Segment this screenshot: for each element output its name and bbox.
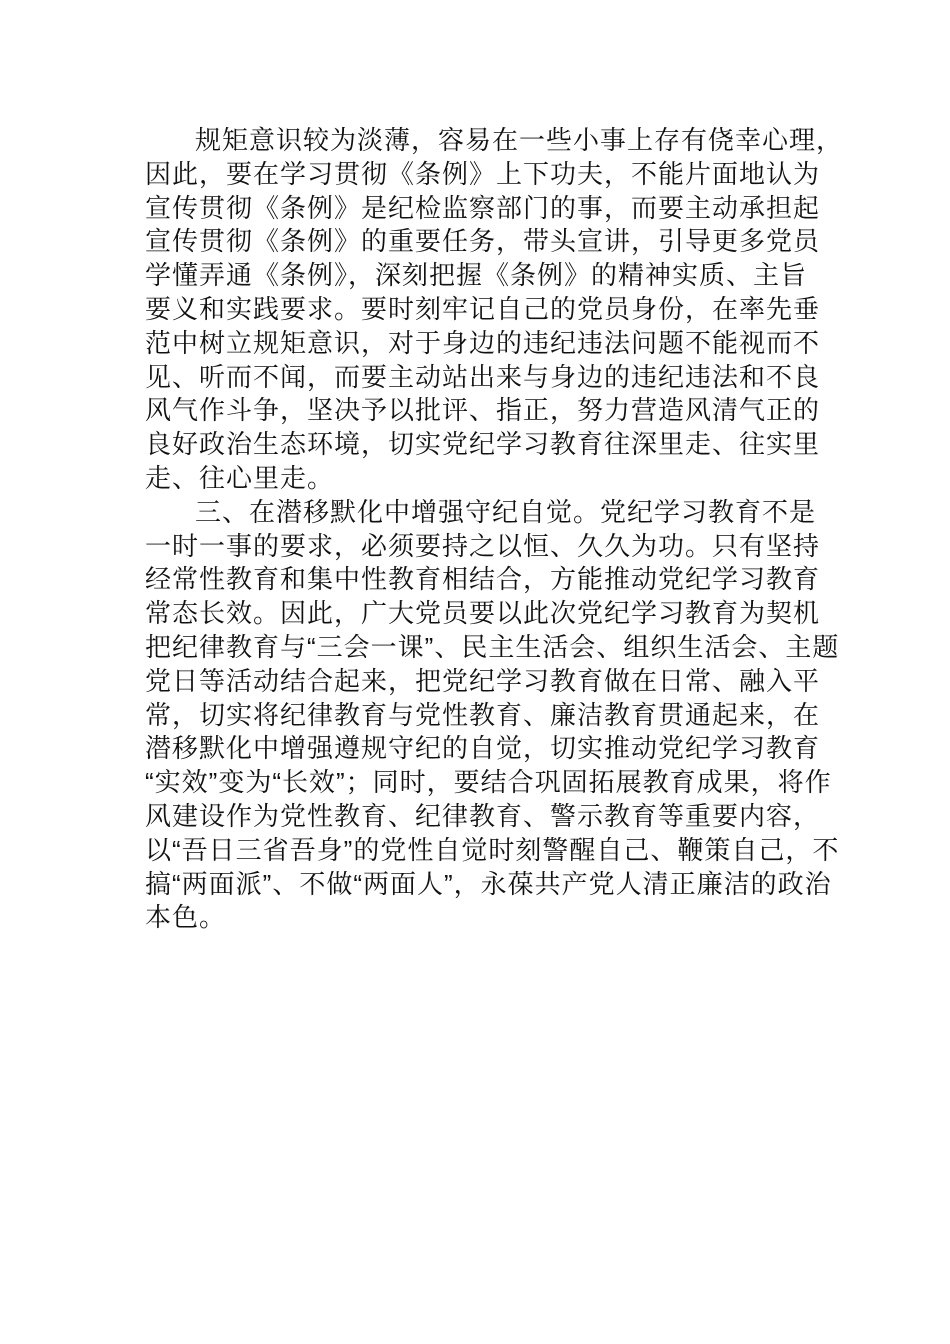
text-line: 本色。 [145,902,227,933]
text-line: 见、听而不闻，而要主动站出来与身边的违纪违法和不良 [145,361,821,392]
text-line: 一时一事的要求，必须要持之以恒、久久为功。只有坚持 [145,530,821,561]
text-line: 经常性教育和集中性教育相结合，方能推动党纪学习教育 [145,564,821,595]
text-line: 风气作斗争，坚决予以批评、指正，努力营造风清气正的 [145,395,821,426]
text-line: 宣传贯彻《条例》的重要任务，带头宣讲，引导更多党员 [145,226,821,257]
text-line: 范中树立规矩意识，对于身边的违纪违法问题不能视而不 [145,327,821,358]
text-line: 搞“两面派”、不做“两面人”，永葆共产党人清正廉洁的政治 [145,868,832,899]
text-line: 走、往心里走。 [145,463,335,493]
text-line: 规矩意识较为淡薄，容易在一些小事上存有侥幸心理， [195,125,844,155]
text-line: 潜移默化中增强遵规守纪的自觉，切实推动党纪学习教育 [145,733,821,764]
text-line: 因此，要在学习贯彻《条例》上下功夫，不能片面地认为 [145,158,821,189]
text-line: 宣传贯彻《条例》是纪检监察部门的事，而要主动承担起 [145,192,821,223]
text-line: “实效”变为“长效”；同时，要结合巩固拓展教育成果，将作 [145,767,832,798]
text-line: 良好政治生态环境，切实党纪学习教育往深里走、往实里 [145,429,821,460]
text-line: 风建设作为党性教育、纪律教育、警示教育等重要内容， [145,801,821,831]
text-line: 学懂弄通《条例》，深刻把握《条例》的精神实质、主旨 [145,260,808,291]
text-line: 以“吾日三省吾身”的党性自觉时刻警醒自己、鞭策自己，不 [145,834,840,865]
text-line: 三、在潜移默化中增强守纪自觉。党纪学习教育不是 [195,496,817,527]
text-line: 常态长效。因此，广大党员要以此次党纪学习教育为契机 [145,598,821,629]
text-line: 常，切实将纪律教育与党性教育、廉洁教育贯通起来，在 [145,699,821,730]
text-line: 党日等活动结合起来，把党纪学习教育做在日常、融入平 [145,665,821,696]
text-line: 要义和实践要求。要时刻牢记自己的党员身份，在率先垂 [145,294,821,324]
text-line: 把纪律教育与“三会一课”、民主生活会、组织生活会、主题 [145,632,840,662]
